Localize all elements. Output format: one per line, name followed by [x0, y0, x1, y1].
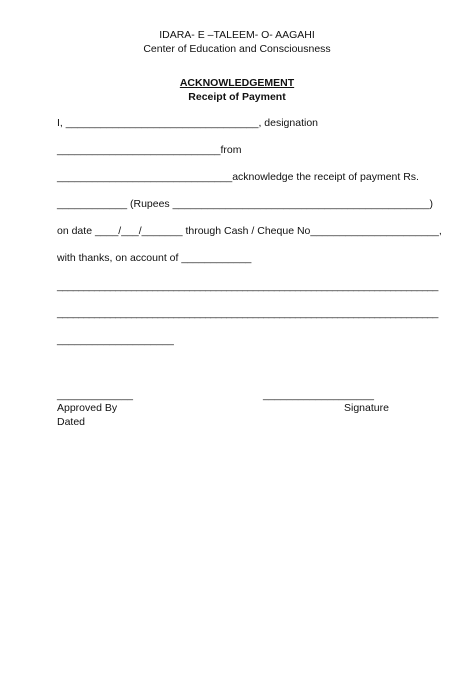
document-subheading: Receipt of Payment — [188, 91, 286, 103]
dated-label: Dated — [57, 416, 86, 428]
rupees-in-words-line: ____________ (Rupees ____________________________________________) — [57, 198, 434, 210]
on-account-of-line: with thanks, on account of ____________ — [57, 252, 252, 264]
name-designation-line: I, _________________________________, designation — [57, 117, 319, 129]
blank-line-1: ________________________________________________________________________ — [57, 280, 438, 292]
document-heading: ACKNOWLEDGEMENT — [179, 77, 295, 89]
approved-by-rule: _____________ — [57, 389, 133, 401]
org-subtitle: Center of Education and Consciousness — [143, 43, 331, 55]
from-line: ____________________________from — [57, 144, 242, 156]
payment-amount-line: ______________________________acknowledge the receipt of payment Rs. — [57, 171, 419, 183]
approved-by-label: Approved By — [57, 402, 118, 414]
blank-line-3: ____________________ — [57, 334, 174, 346]
blank-line-2: ________________________________________________________________________ — [57, 307, 438, 319]
signature-label: Signature — [344, 402, 389, 414]
date-cheque-line: on date ____/___/_______ through Cash / Cheque No______________________, — [57, 225, 442, 237]
org-name: IDARA- E –TALEEM- O- AAGAHI — [159, 29, 315, 41]
signature-rule: ___________________ — [263, 389, 374, 401]
